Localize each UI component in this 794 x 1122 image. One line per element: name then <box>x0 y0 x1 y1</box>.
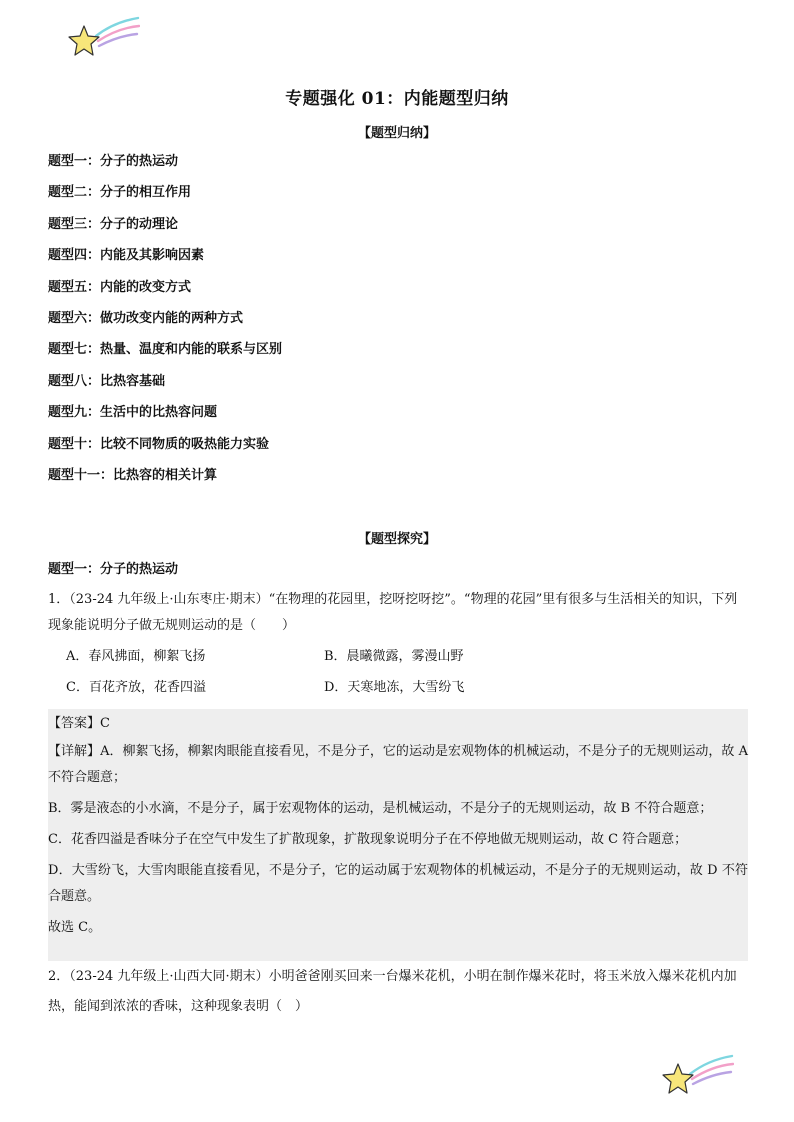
list-item: 题型三：分子的动理论 <box>48 216 179 232</box>
question-text: 2．（23-24 九年级上·山西大同·期末）小明爸爸刚买回来一台爆米花机，小明在制作爆米花时，将玉米放入爆米花机内加热，能闻到浓浓的香味，这种现象表明（ ） <box>48 969 737 1014</box>
shooting-star-icon <box>66 14 140 60</box>
list-item: 题型九：生活中的比热容问题 <box>48 405 218 421</box>
detail-b: B．雾是液态的小水滴，不是分子，属于宏观物体的运动，是机械运动，不是分子的无规则运动，故 B 不符合题意； <box>48 801 713 816</box>
explore-heading: 【题型探究】 <box>357 532 436 547</box>
answer-box <box>48 709 748 961</box>
question-text: 1．（23-24 九年级上·山东枣庄·期末）“在物理的花园里，挖呀挖呀挖”。“物理的花园”里有很多与生活相关的知识，下列现象能说明分子做无规则运动的是（ ） <box>48 592 738 633</box>
list-item: 题型六：做功改变内能的两种方式 <box>48 310 244 326</box>
question-2 <box>48 962 748 1022</box>
options <box>48 641 748 703</box>
list-item: 题型二：分子的相互作用 <box>48 185 192 201</box>
detail-conclusion: 故选 C。 <box>48 920 102 935</box>
list-item: 题型十一：比热容的相关计算 <box>48 467 218 483</box>
option-a: A．春风拂面，柳絮飞扬 <box>66 649 206 664</box>
answer-line: 【答案】C <box>48 716 110 731</box>
list-item: 题型五：内能的改变方式 <box>48 279 192 295</box>
page-title: 专题强化 01：内能题型归纳 <box>285 89 509 109</box>
option-c: C．百花齐放，花香四溢 <box>66 680 206 695</box>
option-b: B．晨曦微露，雾漫山野 <box>324 649 464 664</box>
list-item: 题型一：分子的热运动 <box>48 154 179 169</box>
shooting-star-icon <box>660 1052 734 1098</box>
option-d: D．天寒地冻，大雪纷飞 <box>324 680 465 695</box>
detail-a: 【详解】A．柳絮飞扬，柳絮肉眼能直接看见，不是分子，它的运动是宏观物体的机械运动，不是分子的无规则运动，故 A 不符合题意； <box>48 744 748 785</box>
list-item: 题型八：比热容基础 <box>48 373 166 389</box>
sub-heading: 题型一：分子的热运动 <box>48 562 179 577</box>
list-item: 题型十：比较不同物质的吸热能力实验 <box>48 436 270 452</box>
list-item: 题型四：内能及其影响因素 <box>48 248 205 264</box>
detail-d: D．大雪纷飞，大雪肉眼能直接看见，不是分子，它的运动属于宏观物体的机械运动，不是分子的无规则运动，故 D 不符合题意。 <box>48 863 748 904</box>
question-type-list <box>48 150 282 495</box>
question-1 <box>48 557 748 703</box>
detail-c: C．花香四溢是香味分子在空气中发生了扩散现象，扩散现象说明分子在不停地做无规则运动，故 C 符合题意； <box>48 832 688 847</box>
list-item: 题型七：热量、温度和内能的联系与区别 <box>48 342 283 358</box>
summary-heading: 【题型归纳】 <box>357 126 436 141</box>
